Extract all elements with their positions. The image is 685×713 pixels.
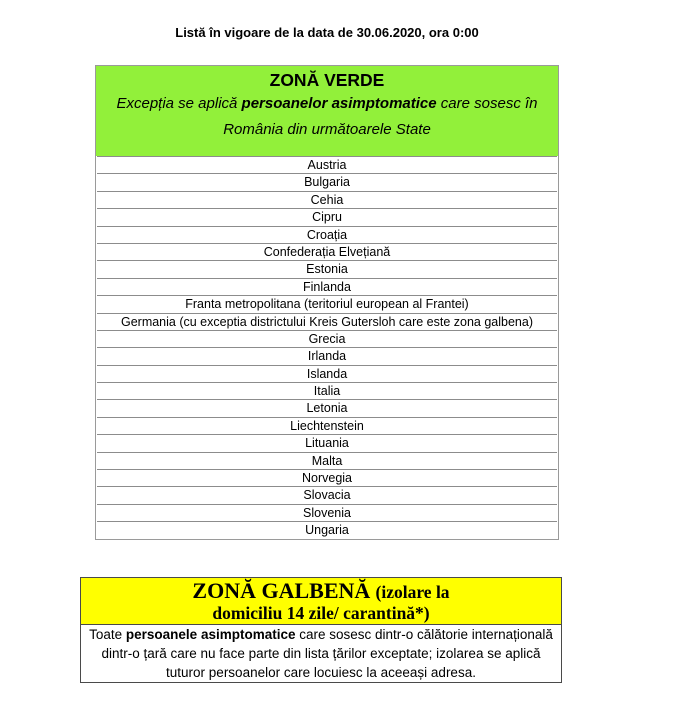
green-zone-subtitle-line-1 [96,91,558,117]
green-zone-subtitle-line-2: România din următoarele State [223,121,431,138]
country-row: Cehia [97,191,557,208]
yellow-zone-body-line-1 [81,625,561,644]
subtitle-text: care sosesc în [436,95,538,112]
body-text: Toate [89,627,126,642]
country-row: Irlanda [97,347,557,364]
country-row: Finlanda [97,278,557,295]
body-text: care sosesc dintr-o călătorie internațională [295,627,553,642]
country-row: Croația [97,226,557,243]
country-row: Slovacia [97,486,557,503]
yellow-zone-body [81,625,561,682]
yellow-zone-heading-note: (izolare la [375,582,450,602]
country-row: Italia [97,382,557,399]
country-row: Liechtenstein [97,417,557,434]
country-row: Norvegia [97,469,557,486]
country-row: Estonia [97,260,557,277]
country-row: Lituania [97,434,557,451]
country-row: Ungaria [97,521,557,538]
green-zone-header [96,66,558,156]
green-zone-heading: ZONĂ VERDE [269,70,385,90]
yellow-zone-box [80,577,562,683]
country-row: Germania (cu exceptia districtului Kreis Gutersloh care este zona galbena) [97,313,557,330]
yellow-zone-heading-line-1 [81,579,561,602]
country-row: Cipru [97,208,557,225]
yellow-zone-body-line-3: tuturor persoanelor care locuiesc la aceeași adresa. [166,665,476,680]
country-row: Franta metropolitana (teritoriul european al Frantei) [97,295,557,312]
country-row: Grecia [97,330,557,347]
document-title: Listă în vigoare de la data de 30.06.2020, ora 0:00 [175,25,479,40]
yellow-zone-heading: ZONĂ GALBENĂ [192,578,371,603]
country-row: Islanda [97,365,557,382]
yellow-zone-header [81,578,561,625]
country-row: Bulgaria [97,173,557,190]
subtitle-text: Excepția se aplică [116,95,242,112]
subtitle-bold-text: persoanelor asimptomatice [241,95,437,112]
country-row: Malta [97,452,557,469]
country-row: Slovenia [97,504,557,521]
yellow-zone-body-line-2: dintr-o țară care nu face parte din lista țărilor exceptate; izolarea se aplică [101,646,541,661]
yellow-zone-heading-line-2: domiciliu 14 zile/ carantină*) [212,603,430,623]
country-row: Letonia [97,399,557,416]
body-bold-text: persoanele asimptomatice [125,627,296,642]
country-row: Confederația Elvețiană [97,243,557,260]
country-row: Austria [97,156,557,173]
green-zone-table [95,65,559,540]
